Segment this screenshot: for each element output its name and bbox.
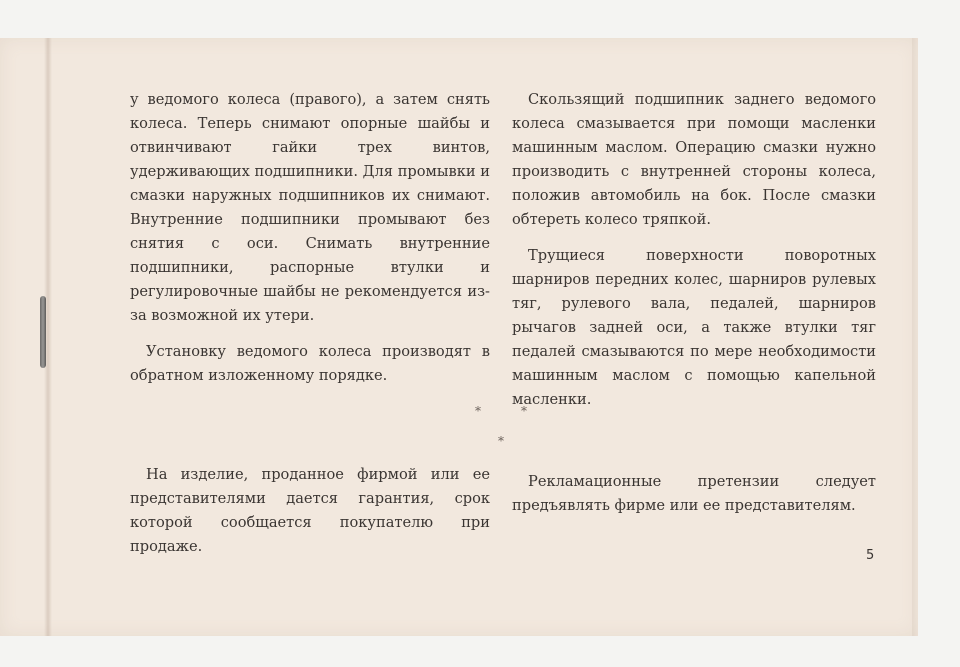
claims-block — [512, 470, 876, 518]
warranty-text: На изделие, проданное фирмой или ее представителями дается гарантия, срок которой сообщается покупателю при продаже. — [130, 466, 490, 555]
separator-star-1: * — [475, 404, 481, 418]
separator-star-2: * — [521, 404, 527, 418]
left-paragraph-2-text: Установку ведомого колеса производят в обратном изложенному порядке. — [130, 343, 490, 384]
right-paragraph-1 — [512, 88, 876, 232]
warranty-block — [130, 463, 490, 559]
claims-text: Рекламационные претензии следует предъявлять фирме или ее представителям. — [512, 473, 876, 514]
left-column — [130, 88, 490, 388]
right-paragraph-2-text: Трущиеся поверхности поворотных шарниров передних колес, шарниров рулевых тяг, рулевого вала, педалей, шарниров рычагов задней оси, а также втулки тяг педалей смазываются по мере необходимости машинным маслом с помощью капельной масленки. — [512, 247, 876, 408]
warranty-paragraph — [130, 463, 490, 559]
staple — [40, 296, 46, 368]
left-paragraph-1: у ведомого колеса (правого), а затем снять колеса. Теперь снимают опорные шайбы и отвинчивают гайки трех винтов, удерживающих подшипники. Для промывки и смазки наружных подшипников их снимают. Внутренние подшипники промывают без снятия с оси. Снимать внутренние подшипники, распорные втулки и регулировочные шайбы не рекомендуется из-за возможной их утери. — [130, 91, 490, 324]
right-paragraph-1-text: Скользящий подшипник заднего ведомого колеса смазывается при помощи масленки машинным маслом. Операцию смазки нужно производить с внутренней стороны колеса, положив автомобиль на бок. После смазки обтереть колесо тряпкой. — [512, 91, 876, 228]
separator-star-3: * — [498, 434, 504, 448]
page-number: 5 — [866, 548, 875, 563]
left-paragraph-2 — [130, 340, 490, 388]
right-column — [512, 88, 876, 412]
right-paragraph-2 — [512, 244, 876, 412]
claims-paragraph — [512, 470, 876, 518]
